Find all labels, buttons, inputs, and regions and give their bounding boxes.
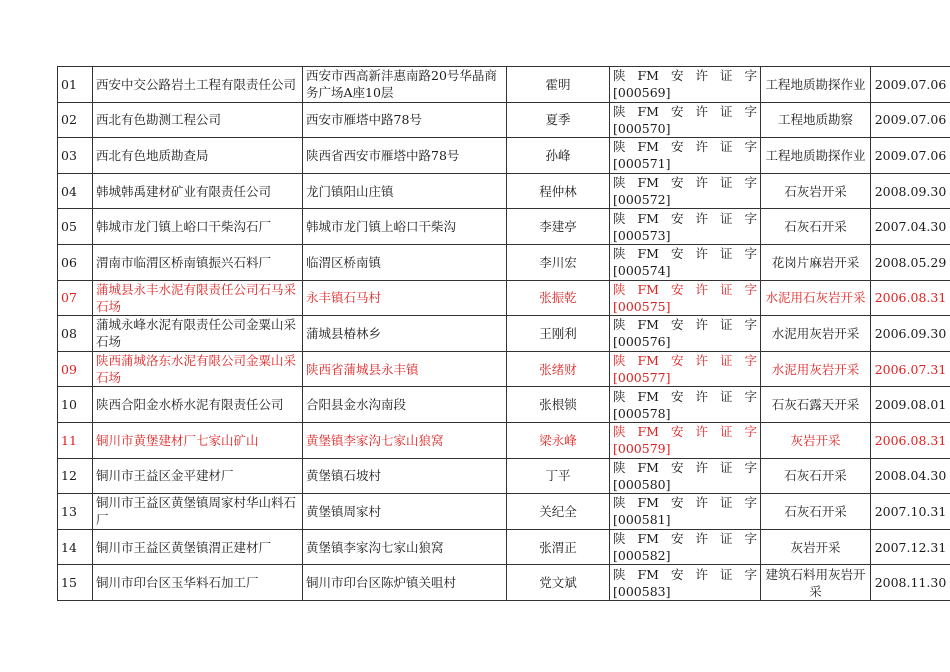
table-row [58,102,950,138]
company-name: 铜川市王益区黄堡镇周家村华山料石厂 [93,494,303,530]
license-prefix-part: 安 [670,210,684,226]
company-name: 铜川市王益区金平建材厂 [93,458,303,494]
row-number: 11 [58,422,93,458]
license-prefix-part: 字 [744,246,757,262]
table-row [58,351,950,387]
license-prefix-part: FM [637,424,659,440]
license-number [610,458,761,494]
company-name: 铜川市王益区黄堡镇渭正建材厂 [93,529,303,565]
address: 铜川市印台区陈炉镇关咀村 [303,565,507,601]
license-prefix-part: 许 [695,388,708,404]
table-row [58,458,950,494]
company-name: 蒲城县永丰水泥有限责任公司石马采石场 [93,280,303,316]
license-prefix-part: 陕 [613,317,626,333]
license-prefix-part: 字 [744,531,757,547]
table-row [58,67,950,103]
license-prefix-part: 证 [719,424,733,440]
operation-type: 灰岩开采 [761,422,871,458]
operation-type: 工程地质勘探作业 [761,67,871,103]
operation-type: 灰岩开采 [761,529,871,565]
license-prefix-part: 安 [670,459,684,475]
row-number: 01 [58,67,93,103]
address: 合阳县金水沟南段 [303,387,507,423]
license-prefix [613,459,757,476]
license-prefix-part: 安 [670,353,684,369]
responsible-person: 丁平 [507,458,610,494]
license-prefix [613,494,757,511]
license-date: 2006.07.31 [871,351,950,387]
row-number: 06 [58,244,93,280]
address: 陕西省西安市雁塔中路78号 [303,138,507,174]
license-number [610,67,761,103]
license-date: 2009.07.06 [871,138,950,174]
license-prefix-part: 许 [695,459,708,475]
address: 永丰镇石马村 [303,280,507,316]
license-prefix [613,423,757,440]
row-number: 05 [58,209,93,245]
license-date: 2009.07.06 [871,102,950,138]
license-prefix-part: 证 [719,139,733,155]
license-prefix-part: 证 [719,68,733,84]
license-date: 2006.08.31 [871,422,950,458]
table-row [58,387,950,423]
license-prefix-part: 陕 [613,495,626,511]
license-date: 2009.07.06 [871,67,950,103]
responsible-person: 梁永峰 [507,422,610,458]
table-row [58,173,950,209]
address: 陕西省蒲城县永丰镇 [303,351,507,387]
license-prefix-part: FM [637,68,659,84]
license-prefix-part: 字 [744,317,757,333]
license-prefix-part: 安 [670,388,684,404]
license-date: 2007.12.31 [871,529,950,565]
address: 龙门镇阳山庄镇 [303,173,507,209]
operation-type: 工程地质勘察 [761,102,871,138]
responsible-person: 程仲林 [507,173,610,209]
license-prefix-part: FM [637,103,659,119]
responsible-person: 夏季 [507,102,610,138]
company-name: 铜川市印台区玉华料石加工厂 [93,565,303,601]
license-prefix-part: 证 [719,281,733,297]
row-number: 04 [58,173,93,209]
license-prefix-part: 陕 [613,210,626,226]
license-date: 2007.10.31 [871,494,950,530]
address: 黄堡镇李家沟七家山狼窝 [303,529,507,565]
license-prefix-part: FM [637,281,659,297]
company-name: 渭南市临渭区桥南镇振兴石料厂 [93,244,303,280]
license-prefix-part: 字 [744,495,757,511]
license-prefix [613,174,757,191]
license-prefix [613,281,757,298]
license-prefix-part: 许 [695,317,708,333]
license-serial: [000581] [613,512,671,528]
row-number: 03 [58,138,93,174]
license-date: 2006.09.30 [871,316,950,352]
license-serial: [000571] [613,156,671,172]
company-name: 陕西蒲城洛东水泥有限公司金粟山采石场 [93,351,303,387]
operation-type: 石灰岩开采 [761,173,871,209]
license-prefix [613,103,757,120]
responsible-person: 王刚利 [507,316,610,352]
responsible-person: 张根锁 [507,387,610,423]
license-prefix-part: 许 [695,424,708,440]
license-prefix-part: 字 [744,566,757,582]
license-prefix-part: 许 [695,139,708,155]
company-name: 铜川市黄堡建材厂七家山矿山 [93,422,303,458]
license-prefix-part: 陕 [613,566,626,582]
address: 临渭区桥南镇 [303,244,507,280]
license-prefix-part: 字 [744,353,757,369]
license-prefix-part: 许 [695,210,708,226]
license-prefix-part: 安 [670,566,684,582]
license-serial: [000577] [613,370,671,386]
license-prefix-part: 证 [719,566,733,582]
table-row [58,529,950,565]
license-prefix-part: 许 [695,495,708,511]
license-serial: [000573] [613,227,671,243]
license-prefix-part: 字 [744,68,757,84]
operation-type: 石灰石露天开采 [761,387,871,423]
operation-type: 水泥用石灰岩开采 [761,280,871,316]
license-prefix-part: FM [637,175,659,191]
license-prefix-part: 安 [670,424,684,440]
license-number [610,209,761,245]
company-name: 西安中交公路岩土工程有限责任公司 [93,67,303,103]
license-prefix-part: 证 [719,353,733,369]
company-name: 西北有色勘测工程公司 [93,102,303,138]
license-prefix-part: 许 [695,531,708,547]
license-date: 2009.08.01 [871,387,950,423]
license-prefix-part: 许 [695,103,708,119]
license-date: 2007.04.30 [871,209,950,245]
row-number: 10 [58,387,93,423]
license-prefix-part: 陕 [613,388,626,404]
table-row [58,209,950,245]
table-row [58,316,950,352]
license-serial: [000569] [613,85,671,101]
license-prefix-part: 许 [695,246,708,262]
responsible-person: 李川宏 [507,244,610,280]
table-row [58,280,950,316]
license-number [610,387,761,423]
address: 西安市西高新沣惠南路20号华晶商务广场A座10层 [303,67,507,103]
address: 西安市雁塔中路78号 [303,102,507,138]
license-prefix-part: FM [637,317,659,333]
license-prefix-part: 证 [719,459,733,475]
company-name: 韩城市龙门镇上峪口干柴沟石厂 [93,209,303,245]
address: 蒲城县椿林乡 [303,316,507,352]
license-prefix-part: 证 [719,388,733,404]
license-prefix-part: 许 [695,353,708,369]
license-prefix-part: 字 [744,281,757,297]
license-prefix-part: 陕 [613,139,626,155]
license-date: 2006.08.31 [871,280,950,316]
license-prefix-part: 证 [719,103,733,119]
license-number [610,494,761,530]
license-prefix-part: 字 [744,388,757,404]
license-prefix-part: 证 [719,317,733,333]
operation-type: 石灰石开采 [761,209,871,245]
row-number: 07 [58,280,93,316]
table-row [58,244,950,280]
license-prefix-part: 证 [719,495,733,511]
license-prefix-part: 字 [744,103,757,119]
license-prefix-part: FM [637,139,659,155]
license-prefix-part: 许 [695,566,708,582]
license-prefix-part: FM [637,353,659,369]
license-prefix-part: 陕 [613,246,626,262]
license-prefix-part: 安 [670,139,684,155]
license-prefix-part: 安 [670,103,684,119]
license-serial: [000579] [613,441,671,457]
license-serial: [000574] [613,263,671,279]
responsible-person: 党文斌 [507,565,610,601]
permit-table-body [58,67,950,601]
table-row [58,494,950,530]
responsible-person: 孙峰 [507,138,610,174]
license-prefix-part: 陕 [613,531,626,547]
responsible-person: 李建亭 [507,209,610,245]
license-prefix-part: 许 [695,175,708,191]
license-number [610,102,761,138]
operation-type: 建筑石料用灰岩开采 [761,565,871,601]
permit-table [57,66,950,601]
company-name: 蒲城永峰水泥有限责任公司金粟山采石场 [93,316,303,352]
license-prefix-part: 安 [670,175,684,191]
license-prefix-part: 许 [695,68,708,84]
responsible-person: 张振乾 [507,280,610,316]
license-prefix-part: 字 [744,175,757,191]
row-number: 08 [58,316,93,352]
license-prefix-part: FM [637,246,659,262]
license-prefix-part: FM [637,210,659,226]
license-prefix-part: 字 [744,424,757,440]
license-serial: [000582] [613,548,671,564]
license-prefix-part: 许 [695,281,708,297]
license-date: 2008.04.30 [871,458,950,494]
license-number [610,316,761,352]
license-serial: [000576] [613,334,671,350]
license-prefix-part: 字 [744,210,757,226]
license-prefix [613,352,757,369]
license-prefix-part: FM [637,566,659,582]
license-serial: [000570] [613,120,671,136]
address: 黄堡镇石坡村 [303,458,507,494]
address: 韩城市龙门镇上峪口干柴沟 [303,209,507,245]
operation-type: 石灰石开采 [761,458,871,494]
license-number [610,173,761,209]
row-number: 14 [58,529,93,565]
license-prefix-part: 陕 [613,103,626,119]
responsible-person: 关纪全 [507,494,610,530]
license-prefix-part: 陕 [613,353,626,369]
license-prefix-part: FM [637,495,659,511]
responsible-person: 张绪财 [507,351,610,387]
operation-type: 水泥用灰岩开采 [761,316,871,352]
license-prefix-part: 陕 [613,459,626,475]
license-prefix [613,566,757,583]
license-number [610,280,761,316]
license-prefix-part: 证 [719,210,733,226]
license-number [610,351,761,387]
license-prefix-part: 证 [719,246,733,262]
table-row [58,422,950,458]
license-prefix-part: 安 [670,281,684,297]
license-prefix-part: 陕 [613,68,626,84]
license-prefix-part: 安 [670,495,684,511]
company-name: 陕西合阳金水桥水泥有限责任公司 [93,387,303,423]
license-number [610,565,761,601]
table-row [58,138,950,174]
address: 黄堡镇周家村 [303,494,507,530]
row-number: 13 [58,494,93,530]
license-prefix-part: 安 [670,317,684,333]
operation-type: 花岗片麻岩开采 [761,244,871,280]
license-prefix [613,245,757,262]
license-prefix [613,210,757,227]
operation-type: 石灰石开采 [761,494,871,530]
row-number: 02 [58,102,93,138]
license-prefix-part: 陕 [613,175,626,191]
license-prefix-part: 安 [670,531,684,547]
license-prefix-part: 字 [744,459,757,475]
company-name: 西北有色地质勘查局 [93,138,303,174]
operation-type: 工程地质勘探作业 [761,138,871,174]
license-number [610,422,761,458]
row-number: 12 [58,458,93,494]
operation-type: 水泥用灰岩开采 [761,351,871,387]
license-date: 2008.11.30 [871,565,950,601]
license-number [610,529,761,565]
license-prefix-part: 陕 [613,424,626,440]
license-prefix-part: 安 [670,246,684,262]
license-prefix-part: 证 [719,531,733,547]
license-serial: [000583] [613,583,671,599]
license-prefix-part: 陕 [613,281,626,297]
license-prefix [613,530,757,547]
license-prefix [613,316,757,333]
license-serial: [000580] [613,476,671,492]
address: 黄堡镇李家沟七家山狼窝 [303,422,507,458]
license-prefix-part: FM [637,531,659,547]
license-prefix-part: FM [637,388,659,404]
license-prefix [613,67,757,84]
license-serial: [000578] [613,405,671,421]
license-prefix-part: 字 [744,139,757,155]
license-serial: [000572] [613,192,671,208]
license-serial: [000575] [613,298,671,314]
table-row [58,565,950,601]
license-prefix [613,138,757,155]
responsible-person: 霍明 [507,67,610,103]
license-number [610,138,761,174]
license-date: 2008.05.29 [871,244,950,280]
license-prefix [613,388,757,405]
row-number: 09 [58,351,93,387]
responsible-person: 张渭正 [507,529,610,565]
company-name: 韩城韩禹建材矿业有限责任公司 [93,173,303,209]
license-prefix-part: 安 [670,68,684,84]
license-prefix-part: FM [637,459,659,475]
license-prefix-part: 证 [719,175,733,191]
license-number [610,244,761,280]
row-number: 15 [58,565,93,601]
license-date: 2008.09.30 [871,173,950,209]
